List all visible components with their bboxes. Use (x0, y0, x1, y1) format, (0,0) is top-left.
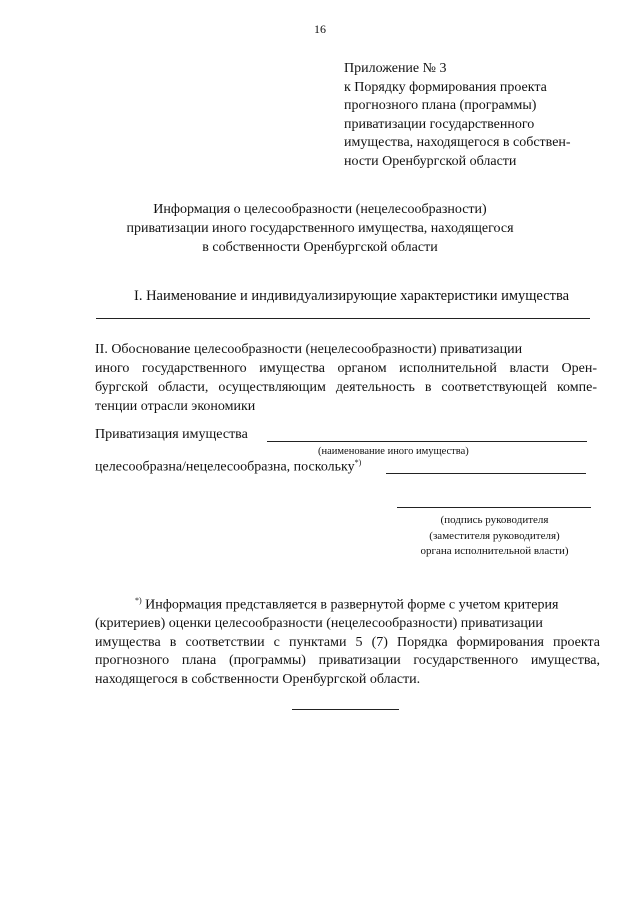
property-name-line (267, 441, 587, 442)
footnote-line: прогнозного плана (программы) приватизации государственного имущества, (95, 653, 600, 669)
footnote-line: (критериев) оценки целесообразности (нецелесообразности) приватизации (95, 616, 543, 632)
footnote-mark: *) (135, 596, 142, 605)
section-2-line: бургской области, осуществляющим деятельность в соответствующей компе- (95, 380, 597, 395)
footnote-line: имущества в соответствии с пунктами 5 (7) Порядка формирования проекта (95, 634, 600, 650)
appendix-line: имущества, находящегося в собствен- (344, 135, 571, 150)
appendix-line: приватизации государственного (344, 116, 535, 132)
section-1-heading: I. Наименование и индивидуализирующие характеристики имущества (134, 288, 570, 304)
end-separator (292, 709, 399, 710)
appendix-line: Приложение № 3 (344, 61, 447, 76)
signature-caption-line: органа исполнительной власти) (420, 545, 569, 557)
privatization-label: Приватизация имущества (95, 427, 248, 442)
title-line: приватизации иного государственного имущества, находящегося (126, 221, 514, 236)
reason-label-text: целесообразна/нецелесообразна, поскольку (95, 459, 355, 475)
page-number: 16 (314, 22, 326, 36)
section-2-line: тенции отрасли экономики (95, 399, 256, 414)
footnote-line: находящегося в собственности Оренбургской области. (95, 671, 421, 687)
title-line: Информация о целесообразности (нецелесообразности) (153, 202, 487, 217)
signature-caption-line: (подпись руководителя (440, 514, 549, 526)
section-2-text (95, 340, 597, 416)
footnote (95, 592, 600, 689)
appendix-header (344, 60, 594, 171)
property-name-hint: (наименование иного имущества) (318, 446, 469, 457)
footnote-ref: *) (354, 458, 362, 467)
document-title (90, 200, 550, 257)
appendix-line: прогнозного плана (программы) (344, 98, 537, 113)
signature-caption (392, 513, 597, 560)
section-2-line: иного государственного имущества органом исполнительной власти Орен- (95, 361, 597, 376)
signature-caption-line: (заместителя руководителя) (429, 529, 560, 542)
footnote-line: *) Информация представляется в развернутой форме с учетом критерия (135, 596, 559, 613)
signature-line (397, 507, 591, 508)
appendix-line: ности Оренбургской области (344, 153, 517, 169)
title-line: в собственности Оренбургской области (202, 240, 438, 255)
reason-label (95, 458, 361, 476)
appendix-line: к Порядку формирования проекта (344, 79, 547, 95)
section-1-fill-line (96, 318, 590, 319)
section-2-line: II. Обоснование целесообразности (нецелесообразности) приватизации (95, 342, 523, 357)
reason-fill-line (386, 473, 586, 474)
